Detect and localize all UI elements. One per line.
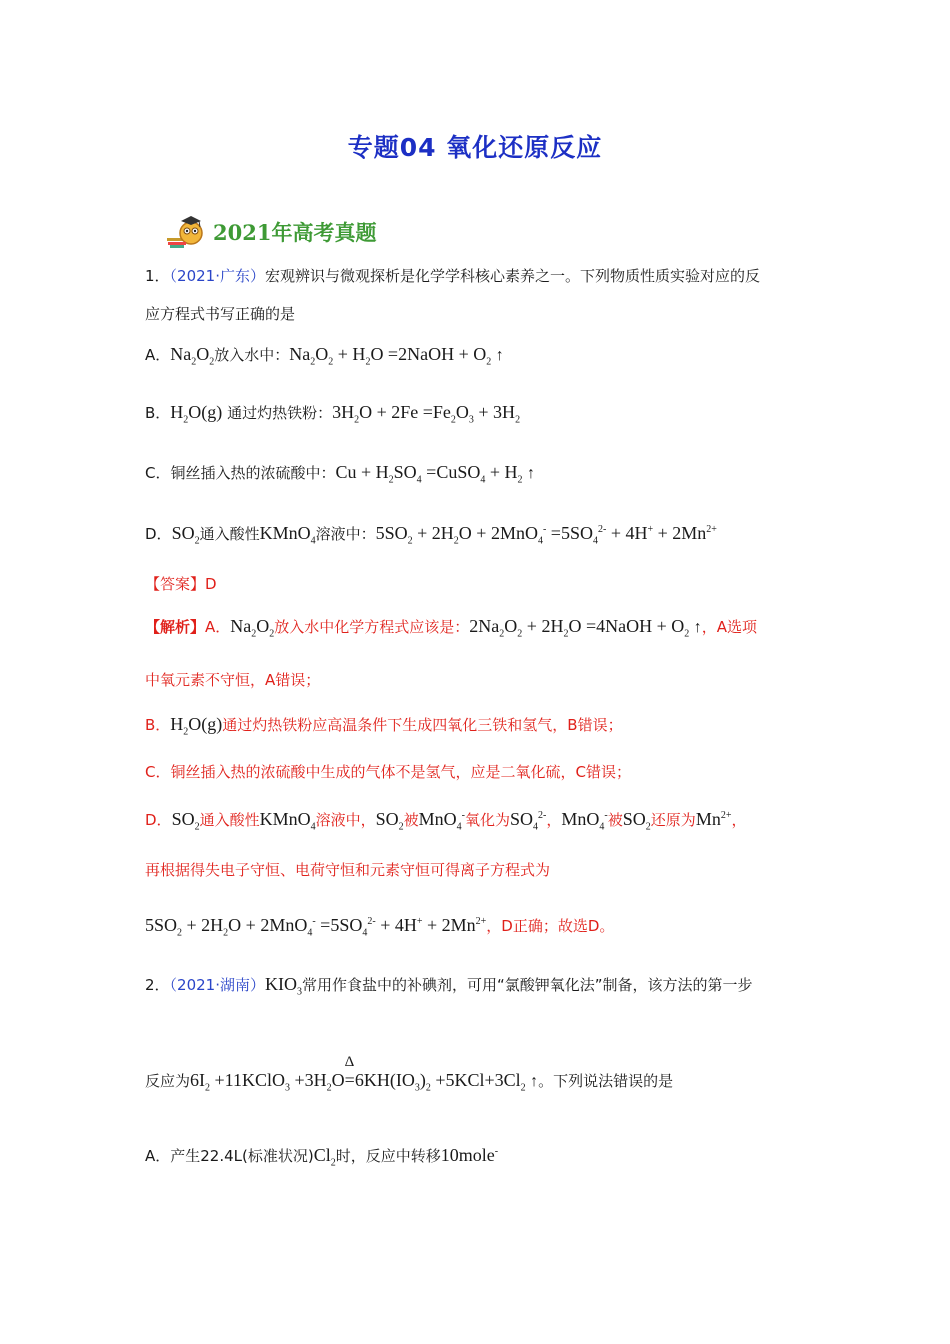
scholar-owl-icon: [165, 214, 205, 250]
q2-stem-line-1: [145, 972, 815, 1005]
formula-h2o-g: $H_2O(g)$: [170, 402, 223, 426]
formula-so2-b: $SO_2$: [375, 809, 404, 833]
analysis-d-text-4: 被: [403, 811, 419, 829]
formula-kmno4-a: KMnO$_4$: [259, 809, 316, 833]
analysis-d-conclusion: ，D正确；故选D。: [486, 917, 615, 935]
q2-stem-line-2: [145, 1054, 815, 1101]
formula-so2-a: $SO_2$: [171, 809, 200, 833]
analysis-head: 【解析】: [145, 618, 206, 636]
q2-source: （2021·湖南）: [169, 976, 265, 994]
formula-cl2: $Cl_2$: [313, 1145, 336, 1169]
equation-d: $5SO_2 + 2H_2O + 2MnO_4^- =5SO_4^{2-} + 4H^+ + 2Mn^{2+}$: [375, 523, 717, 547]
q1-option-a: [145, 342, 815, 375]
analysis-a-line-2: 中氧元素不守恒，A错误；: [145, 671, 321, 689]
q1-option-b: [145, 400, 815, 433]
formula-mn2: $Mn^{2+}$: [695, 809, 732, 829]
analysis-d-text-3: 溶液中，: [315, 811, 376, 829]
option-c-label: C．: [145, 464, 171, 482]
analysis-a-text: 放入水中化学方程式应该是：: [274, 618, 470, 636]
q1-answer: 【答案】D: [145, 575, 217, 593]
q2-stem-text-1: 常用作食盐中的补碘剂，可用“氯酸钾氧化法”制备，该方法的第一步: [302, 976, 753, 994]
formula-kmno4: KMnO$_4$: [259, 523, 316, 547]
equation-a: $Na_2O_2 + H_2O$ =2NaOH + $O_2$ ↑: [289, 344, 504, 368]
q2-number: 2．: [145, 976, 170, 994]
analysis-d-text-2: 通入酸性: [199, 811, 260, 829]
analysis-d-label: D．: [145, 811, 172, 829]
equation-a-correct: $2Na_2O_2 + 2H_2O$ =4NaOH + $O_2$ ↑: [469, 616, 702, 640]
option-d-text-a: 通入酸性: [199, 525, 260, 543]
q2-option-a-text-2: 时，反应中转移: [335, 1147, 441, 1165]
analysis-b: [145, 712, 815, 745]
formula-so2-c: $SO_2$: [622, 809, 651, 833]
section-header: [165, 214, 376, 250]
formula-so2: $SO_2$: [171, 523, 200, 547]
analysis-d-text-9: ，: [731, 811, 747, 829]
equation-c: $Cu + H_2SO_4$ =CuSO$_4$ + $H_2$ ↑: [335, 462, 535, 486]
formula-na2o2: $Na_2O_2$: [170, 344, 215, 368]
q2-stem-text-3: 。下列说法错误的是: [538, 1072, 674, 1090]
q2-option-a: [145, 1140, 815, 1176]
analysis-a-label: A．: [205, 618, 231, 636]
q2-option-a-text-1: A．产生22.4L(标准状况): [145, 1147, 314, 1165]
option-c-text: 铜丝插入热的浓硫酸中：: [170, 464, 336, 482]
q1-stem-line-1: [145, 264, 815, 288]
analysis-d-line-3: [145, 910, 815, 946]
option-b-label: B．: [145, 404, 171, 422]
q1-option-d: [145, 518, 815, 554]
analysis-b-label: B．: [145, 716, 171, 734]
q2-stem-text-2: 反应为: [145, 1072, 191, 1090]
analysis-d-text-6: ，: [546, 811, 562, 829]
option-b-text: 通过灼热铁粉：: [227, 404, 333, 422]
option-a-text: 放入水中：: [214, 346, 290, 364]
equation-b: $3H_2O + 2Fe =Fe_2O_3 + 3H_2$: [332, 402, 521, 426]
formula-kio3: $KIO_3$: [265, 974, 302, 998]
analysis-c: C．铜丝插入热的浓硫酸中生成的气体不是氢气，应是二氧化硫，C错误；: [145, 763, 631, 781]
equation-d-final: $5SO_2 + 2H_2O + 2MnO_4^- =5SO_4^{2-} + 4H^+ + 2Mn^{2+}$: [145, 915, 487, 939]
q1-stem-text-1: 宏观辨识与微观探析是化学学科核心素养之一。下列物质性质实验对应的反: [265, 267, 761, 285]
formula-mno4: MnO$_4$-: [418, 809, 466, 833]
formula-10mol-e: 10mole-: [440, 1145, 499, 1165]
analysis-d-text-8: 还原为: [650, 811, 696, 829]
q1-number: 1．: [145, 267, 170, 285]
section-title: 2021年高考真题: [213, 220, 377, 245]
option-d-text-b: 溶液中：: [315, 525, 376, 543]
equation-q2: $6I_2$ +11KClO$_3$ $+3H_2O=$ Δ $6KH(IO_3)_2 +5KCl+3Cl_2$ ↑: [190, 1054, 539, 1094]
formula-na2o2-analysis: $Na_2O_2$: [230, 616, 275, 640]
formula-so4: $SO_4^{2-}$: [510, 809, 547, 833]
analysis-d-line-2: 再根据得失电子守恒、电荷守恒和元素守恒可得离子方程式为: [145, 861, 551, 879]
analysis-b-text: 通过灼热铁粉应高温条件下生成四氧化三铁和氢气，B错误；: [222, 716, 623, 734]
q1-source: （2021·广东）: [169, 267, 265, 285]
analysis-d-text-5: 氧化为: [465, 811, 511, 829]
q1-stem-line-2: 应方程式书写正确的是: [145, 305, 296, 323]
page-title: 专题04 氧化还原反应: [347, 133, 603, 162]
option-a-label: A．: [145, 346, 171, 364]
option-d-label: D．: [145, 525, 172, 543]
analysis-d-text-7: 被: [607, 811, 623, 829]
analysis-d-line-1: [145, 804, 815, 840]
analysis-a-tail: ，A选项: [701, 618, 758, 636]
formula-mno4-b: MnO$_4$-: [561, 809, 608, 833]
analysis-a-line-1: [145, 614, 815, 647]
q1-option-c: [145, 460, 815, 493]
formula-h2o-g-analysis: $H_2O(g)$: [170, 714, 223, 738]
